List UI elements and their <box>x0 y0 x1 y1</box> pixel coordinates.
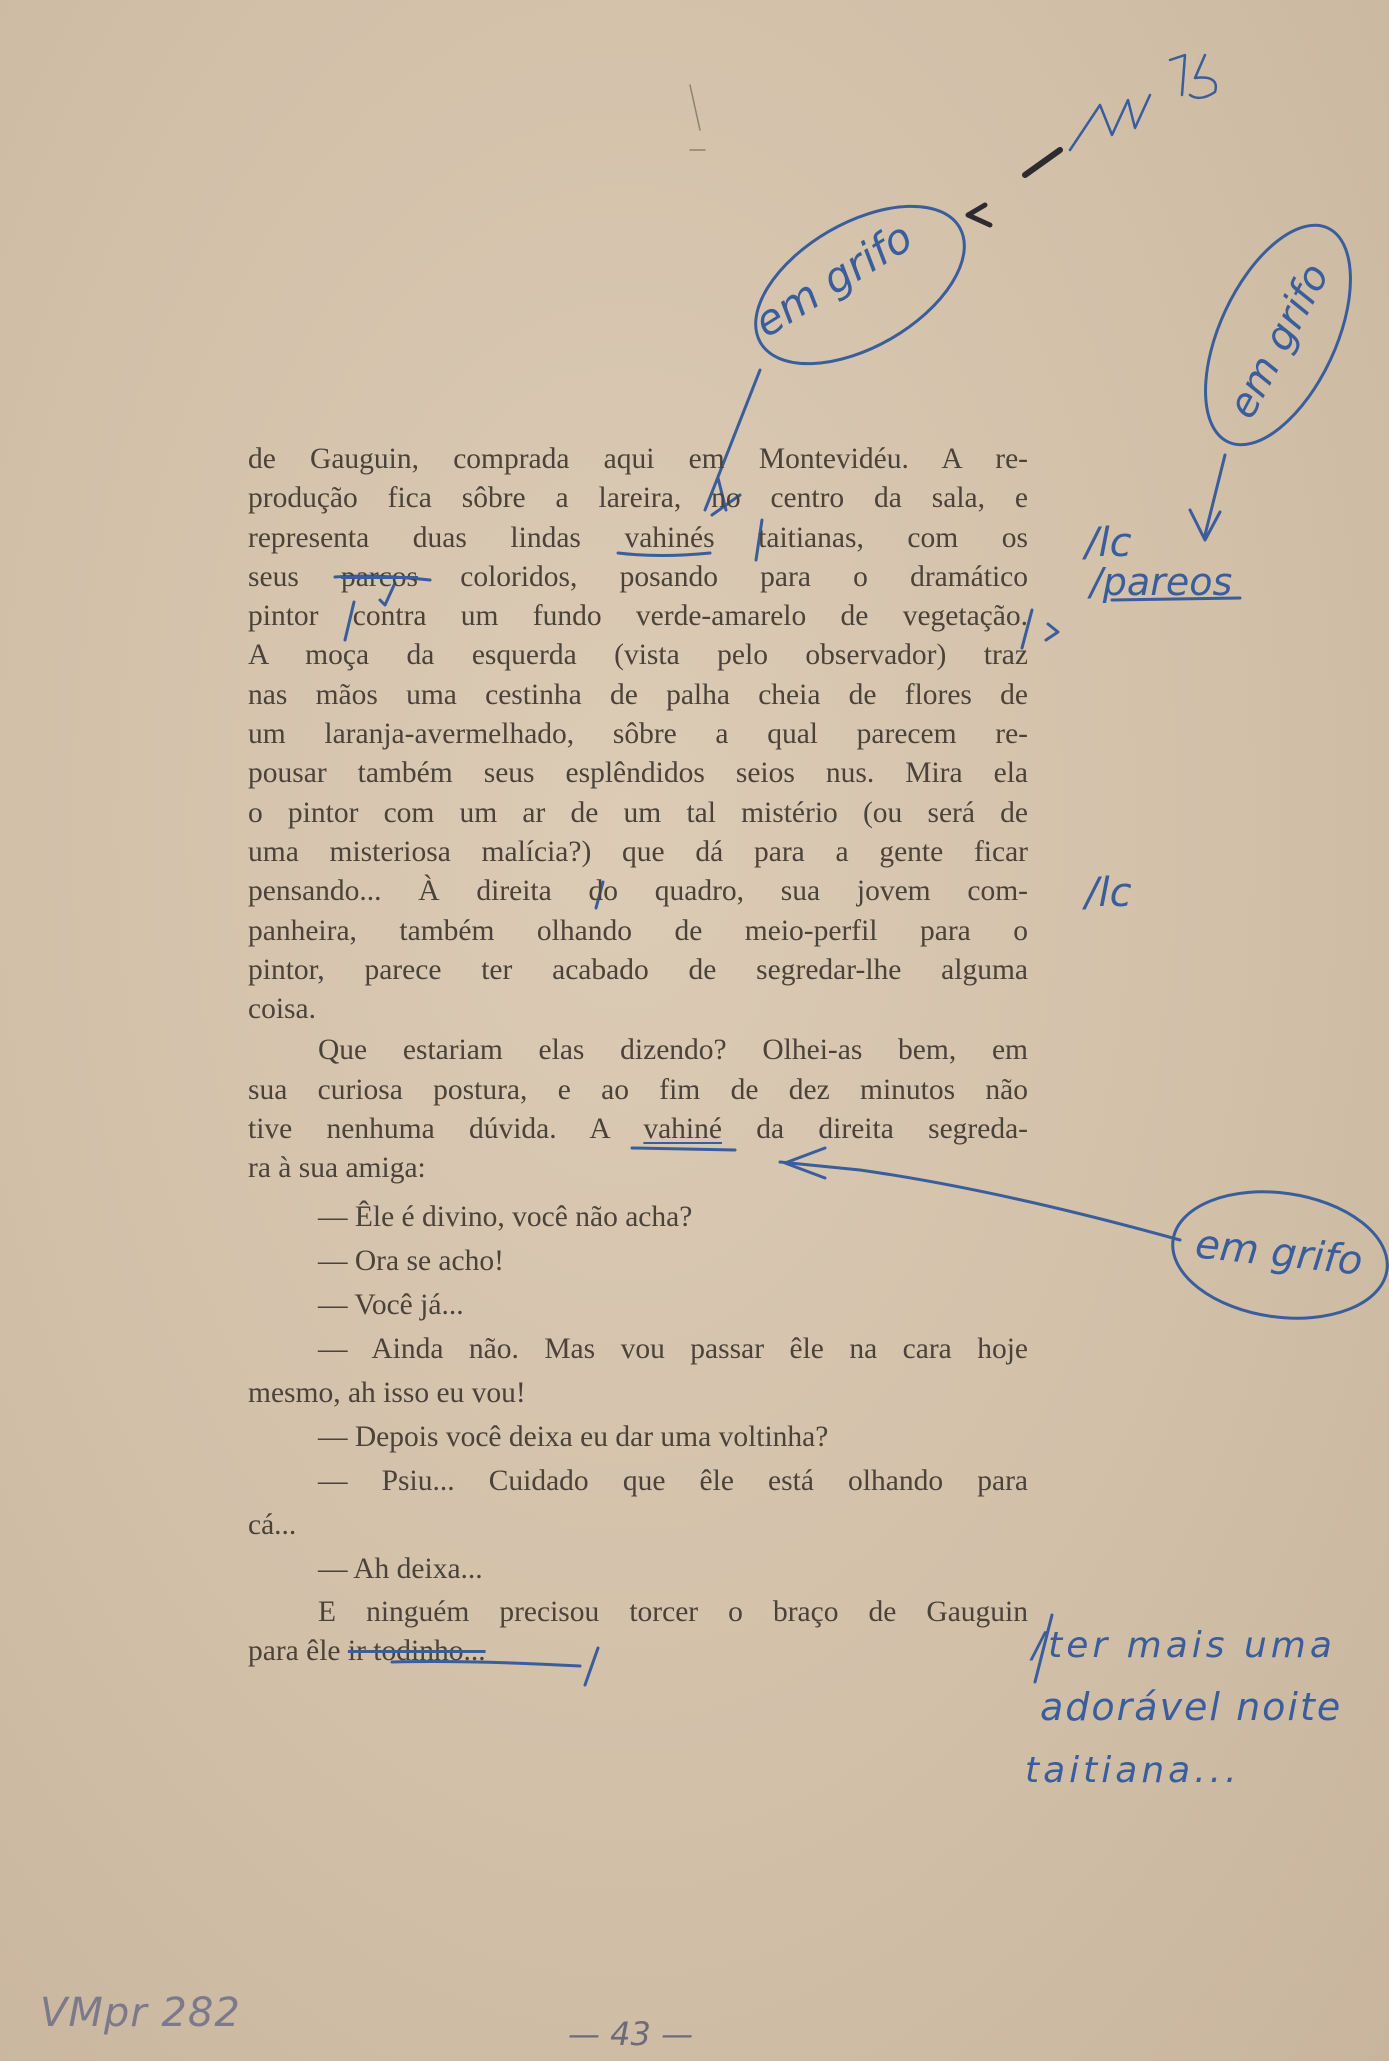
grifo-label-top: em grifo <box>745 212 921 347</box>
dialogue-line: — Ah deixa... <box>318 1552 483 1585</box>
grifo-label-right: em grifo <box>1219 256 1339 426</box>
text-line: pousar também seus esplêndidos seios nus. Mira ela <box>248 757 1028 790</box>
text-line: o pintor com um ar de um tal mistério (ou será de <box>248 796 1028 829</box>
text-line: de Gauguin, comprada aqui em Montevidéu. A re- <box>248 443 1028 475</box>
text-line: E ninguém precisou torcer o braço de Gauguin <box>318 1595 1028 1628</box>
paragraph-2 <box>248 1031 1028 1188</box>
end-note-line-3: taitiana... <box>1025 1750 1241 1791</box>
struck-word: parcos <box>341 560 419 593</box>
dialogue-line: — Ora se acho! <box>318 1244 504 1277</box>
dialogue-line: — Êle é divino, você não acha? <box>318 1200 693 1233</box>
dialogue-line: — Ainda não. Mas vou passar êle na cara hoje <box>318 1332 1028 1365</box>
pareos-correction: /pareos <box>1090 560 1233 604</box>
text-fragment: tive nenhuma dúvida. A <box>248 1113 610 1146</box>
lc-mark-2: /lc <box>1085 870 1132 916</box>
text-line: ra à sua amiga: <box>248 1152 426 1185</box>
text-line: representa duas lindas vahinés taitianas, com os <box>248 521 1028 554</box>
shelf-mark: VMpr 282 <box>40 1990 241 2036</box>
text-line: pensando... À direita do quadro, sua jovem com- <box>248 875 1028 908</box>
text-line: uma misteriosa malícia?) que dá para a gente ficar <box>248 835 1028 868</box>
dialogue-line: — Psiu... Cuidado que êle está olhando para <box>318 1464 1028 1497</box>
text-line: produção fica sôbre a lareira, no centro da sala, e <box>248 482 1028 515</box>
dialogue-line: cá... <box>248 1508 297 1541</box>
closing-paragraph <box>248 1593 1028 1672</box>
text-line: pintor, parece ter acabado de segredar-lhe alguma <box>248 953 1028 986</box>
text-line: um laranja-avermelhado, sôbre a qual parecem re- <box>248 718 1028 751</box>
paragraph-1 <box>248 440 1028 1029</box>
text-fragment: seus <box>248 560 299 593</box>
text-line: sua curiosa postura, e ao fim de dez minutos não <box>248 1073 1028 1106</box>
text-line: A moça da esquerda (vista pelo observador) traz <box>248 639 1028 672</box>
end-note-line-1: /ter mais uma <box>1032 1625 1336 1666</box>
dialogue-line: — Depois você deixa eu dar uma voltinha? <box>318 1420 829 1453</box>
text-line: nas mãos uma cestinha de palha cheia de flores de <box>248 678 1028 711</box>
text-line: pintor contra um fundo verde-amarelo de vegetação. <box>248 600 1028 633</box>
page-number: — 43 — <box>568 2015 694 2053</box>
text-line <box>248 1632 1028 1671</box>
text-fragment: coloridos, posando para o dramático <box>460 560 1029 593</box>
dialogue-line: mesmo, ah isso eu vou! <box>248 1376 526 1409</box>
dialogue-line: — Você já... <box>318 1288 464 1321</box>
text-line: panheira, também olhando de meio-perfil para o <box>248 914 1028 947</box>
end-note-line-2: adorável noite <box>1040 1685 1343 1729</box>
grifo-label-bottom: em grifo <box>1193 1221 1365 1285</box>
body-text <box>248 440 1028 1671</box>
text-line: coisa. <box>248 993 316 1026</box>
struck-phrase: ir todinho... <box>347 1634 486 1667</box>
lc-mark-1: /lc <box>1085 520 1132 566</box>
underlined-word: vahiné <box>643 1113 722 1146</box>
text-line <box>248 558 1028 597</box>
text-line: Que estariam elas dizendo? Olhei-as bem, em <box>318 1034 1028 1067</box>
text-line <box>248 1110 1028 1149</box>
text-fragment: da direita segreda- <box>756 1113 1028 1146</box>
text-fragment: para êle <box>248 1634 341 1667</box>
dialogue <box>248 1195 1028 1591</box>
